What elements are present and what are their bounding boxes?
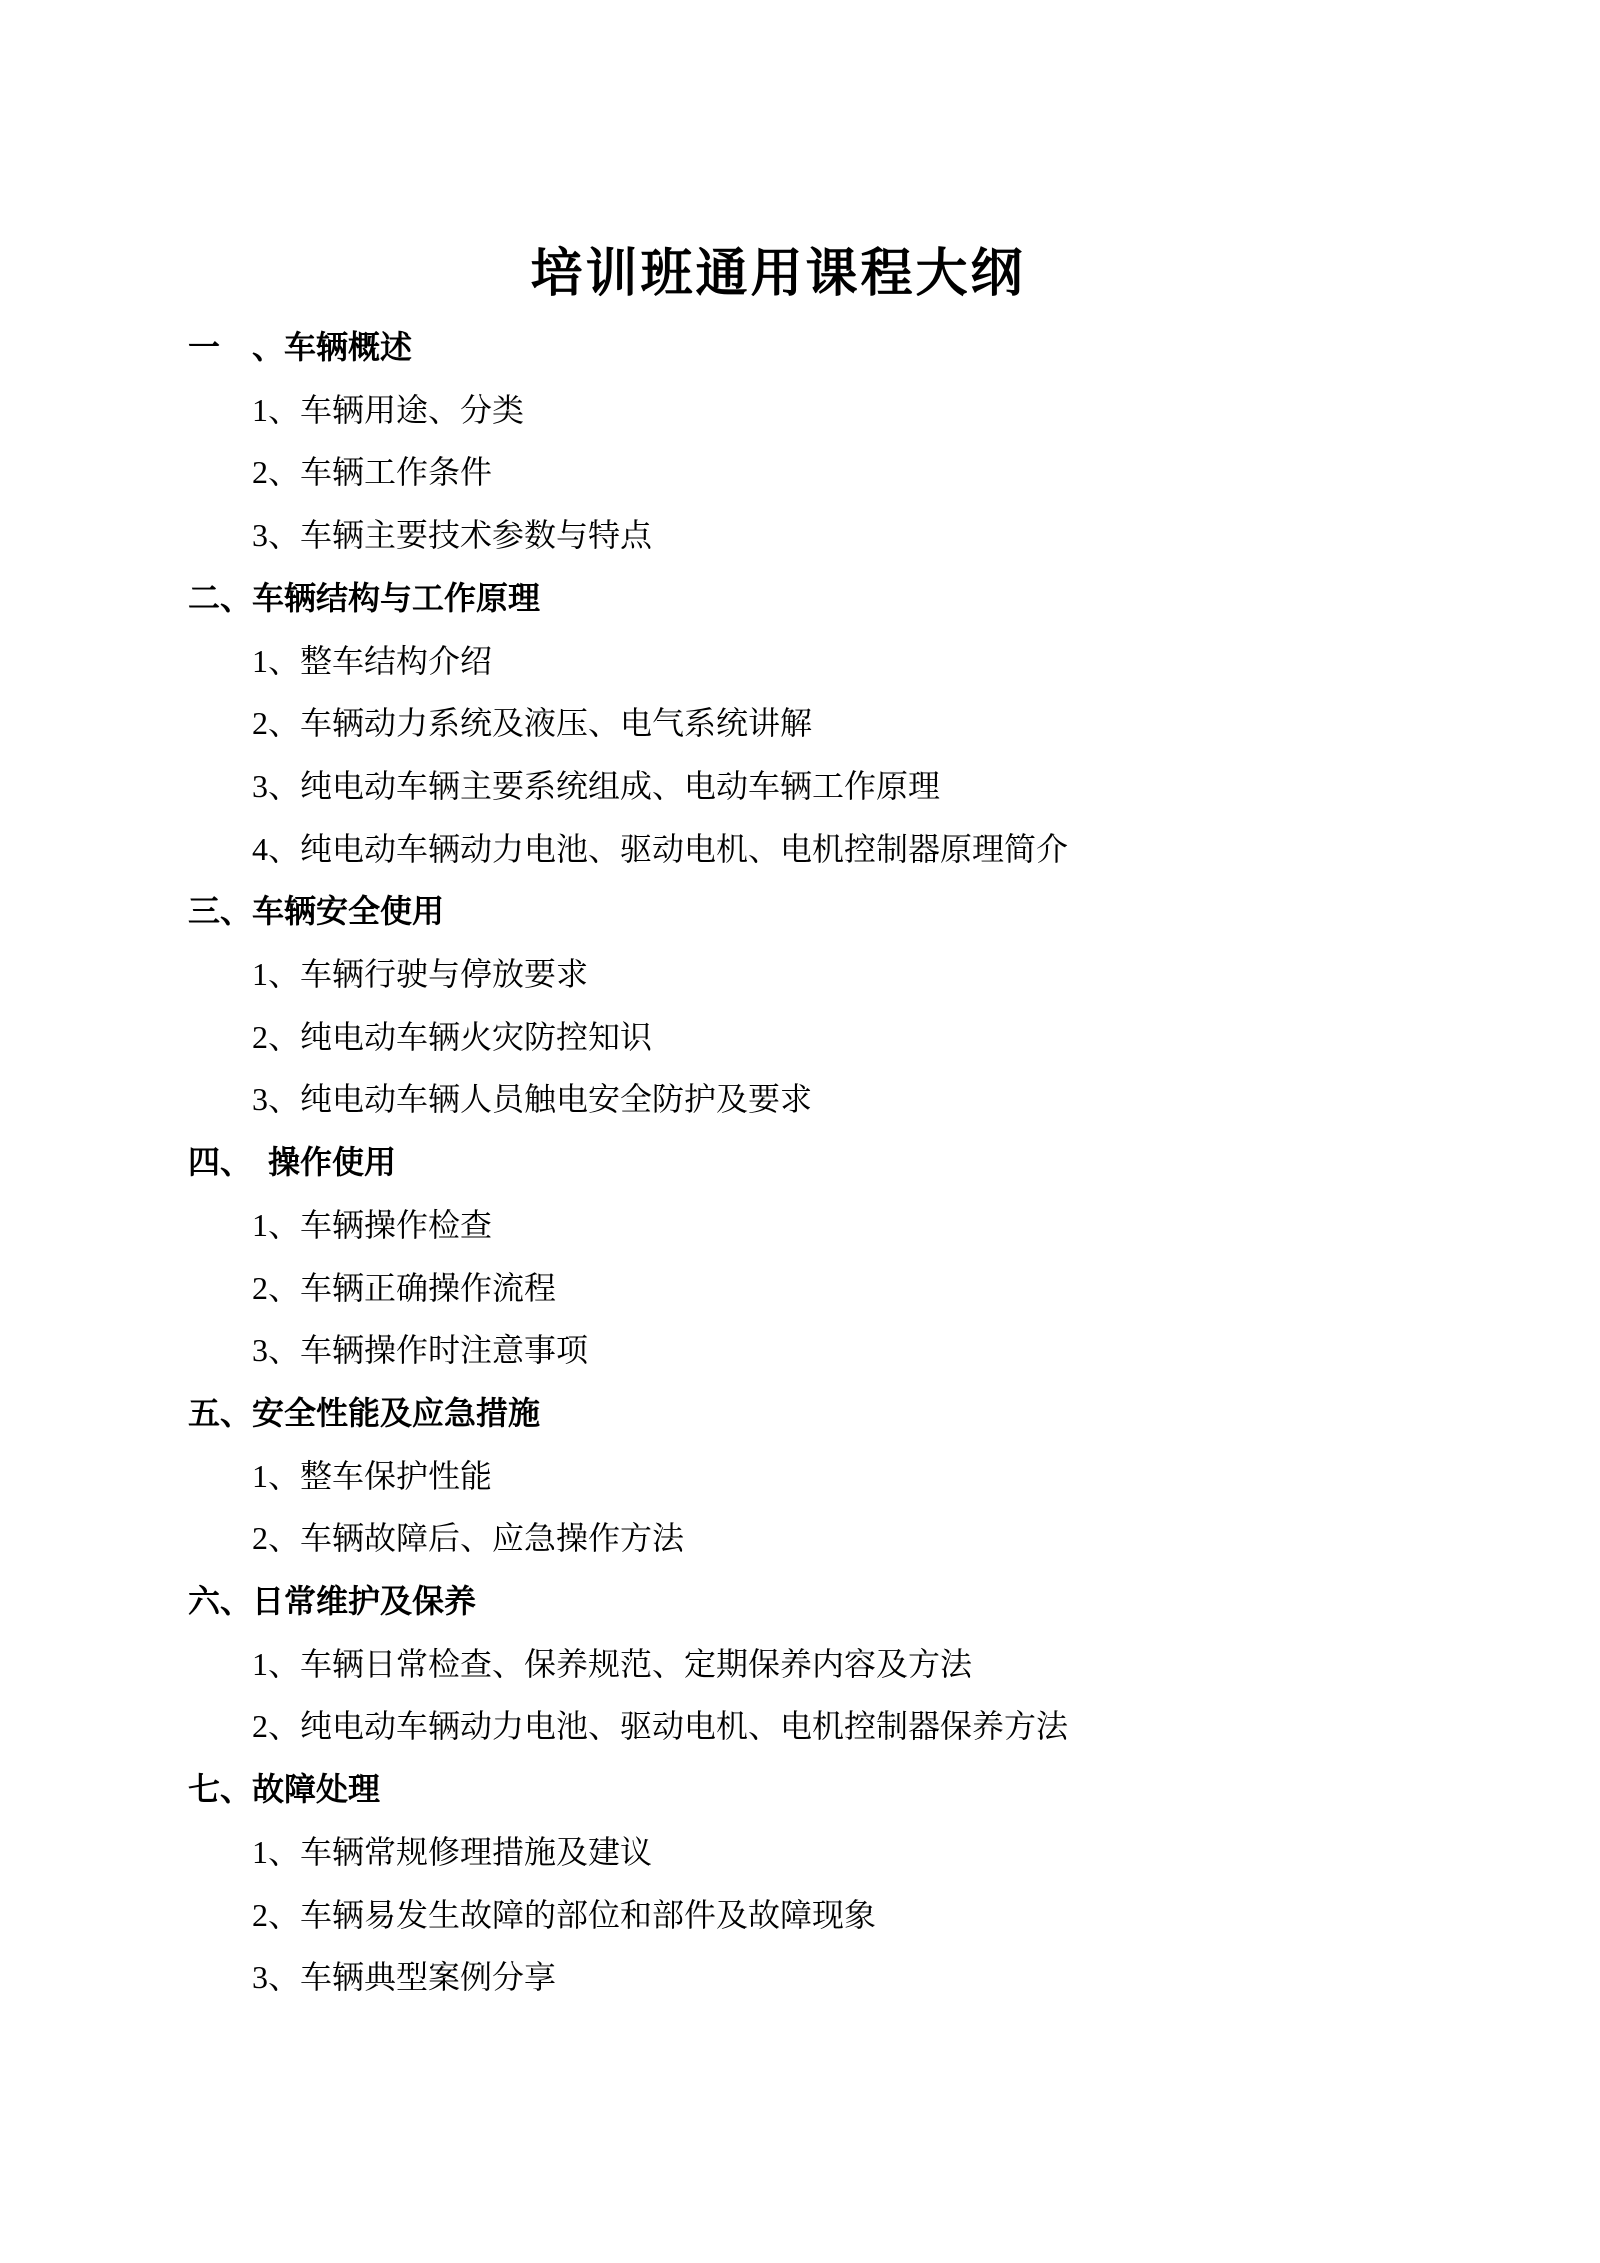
section-2-heading: 二、车辆结构与工作原理: [188, 579, 541, 616]
document-title: 培训班通用课程大纲: [530, 246, 1026, 303]
section-6-item-1: 1、车辆日常检查、保养规范、定期保养内容及方法: [252, 1645, 973, 1682]
section-7-item-1: 1、车辆常规修理措施及建议: [252, 1833, 653, 1870]
section-1-heading: 一 、车辆概述: [188, 329, 413, 365]
section-6-item-2: 2、纯电动车辆动力电池、驱动电机、电机控制器保养方法: [252, 1708, 1069, 1745]
section-4-heading: 四、 操作使用: [188, 1144, 397, 1181]
section-4-item-3: 3、车辆操作时注意事项: [252, 1332, 589, 1369]
section-5-item-1: 1、整车保护性能: [252, 1457, 493, 1494]
section-6-heading: 六、日常维护及保养: [188, 1583, 477, 1620]
section-2-item-4: 4、纯电动车辆动力电池、驱动电机、电机控制器原理简介: [252, 830, 1069, 867]
section-2-item-2: 2、车辆动力系统及液压、电气系统讲解: [252, 705, 813, 742]
section-2-item-1: 1、整车结构介绍: [252, 642, 493, 679]
section-1-item-3: 3、车辆主要技术参数与特点: [252, 517, 653, 554]
section-4-item-1: 1、车辆操作检查: [252, 1206, 493, 1243]
section-5-heading: 五、安全性能及应急措施: [188, 1394, 541, 1431]
section-7-item-2: 2、车辆易发生故障的部位和部件及故障现象: [252, 1896, 877, 1933]
section-2-item-3: 3、纯电动车辆主要系统组成、电动车辆工作原理: [252, 767, 941, 804]
section-7-item-3: 3、车辆典型案例分享: [252, 1959, 557, 1996]
section-4-item-2: 2、车辆正确操作流程: [252, 1269, 557, 1306]
section-1-item-1: 1、车辆用途、分类: [252, 391, 525, 428]
section-3-item-3: 3、纯电动车辆人员触电安全防护及要求: [252, 1081, 813, 1118]
section-5-item-2: 2、车辆故障后、应急操作方法: [252, 1520, 685, 1557]
course-outline: [188, 316, 1488, 2009]
section-7-heading: 七、故障处理: [188, 1771, 381, 1808]
section-3-heading: 三、车辆安全使用: [188, 893, 445, 930]
section-3-item-2: 2、纯电动车辆火灾防控知识: [252, 1018, 653, 1055]
section-3-item-1: 1、车辆行驶与停放要求: [252, 956, 589, 993]
section-1-item-2: 2、车辆工作条件: [252, 454, 493, 491]
